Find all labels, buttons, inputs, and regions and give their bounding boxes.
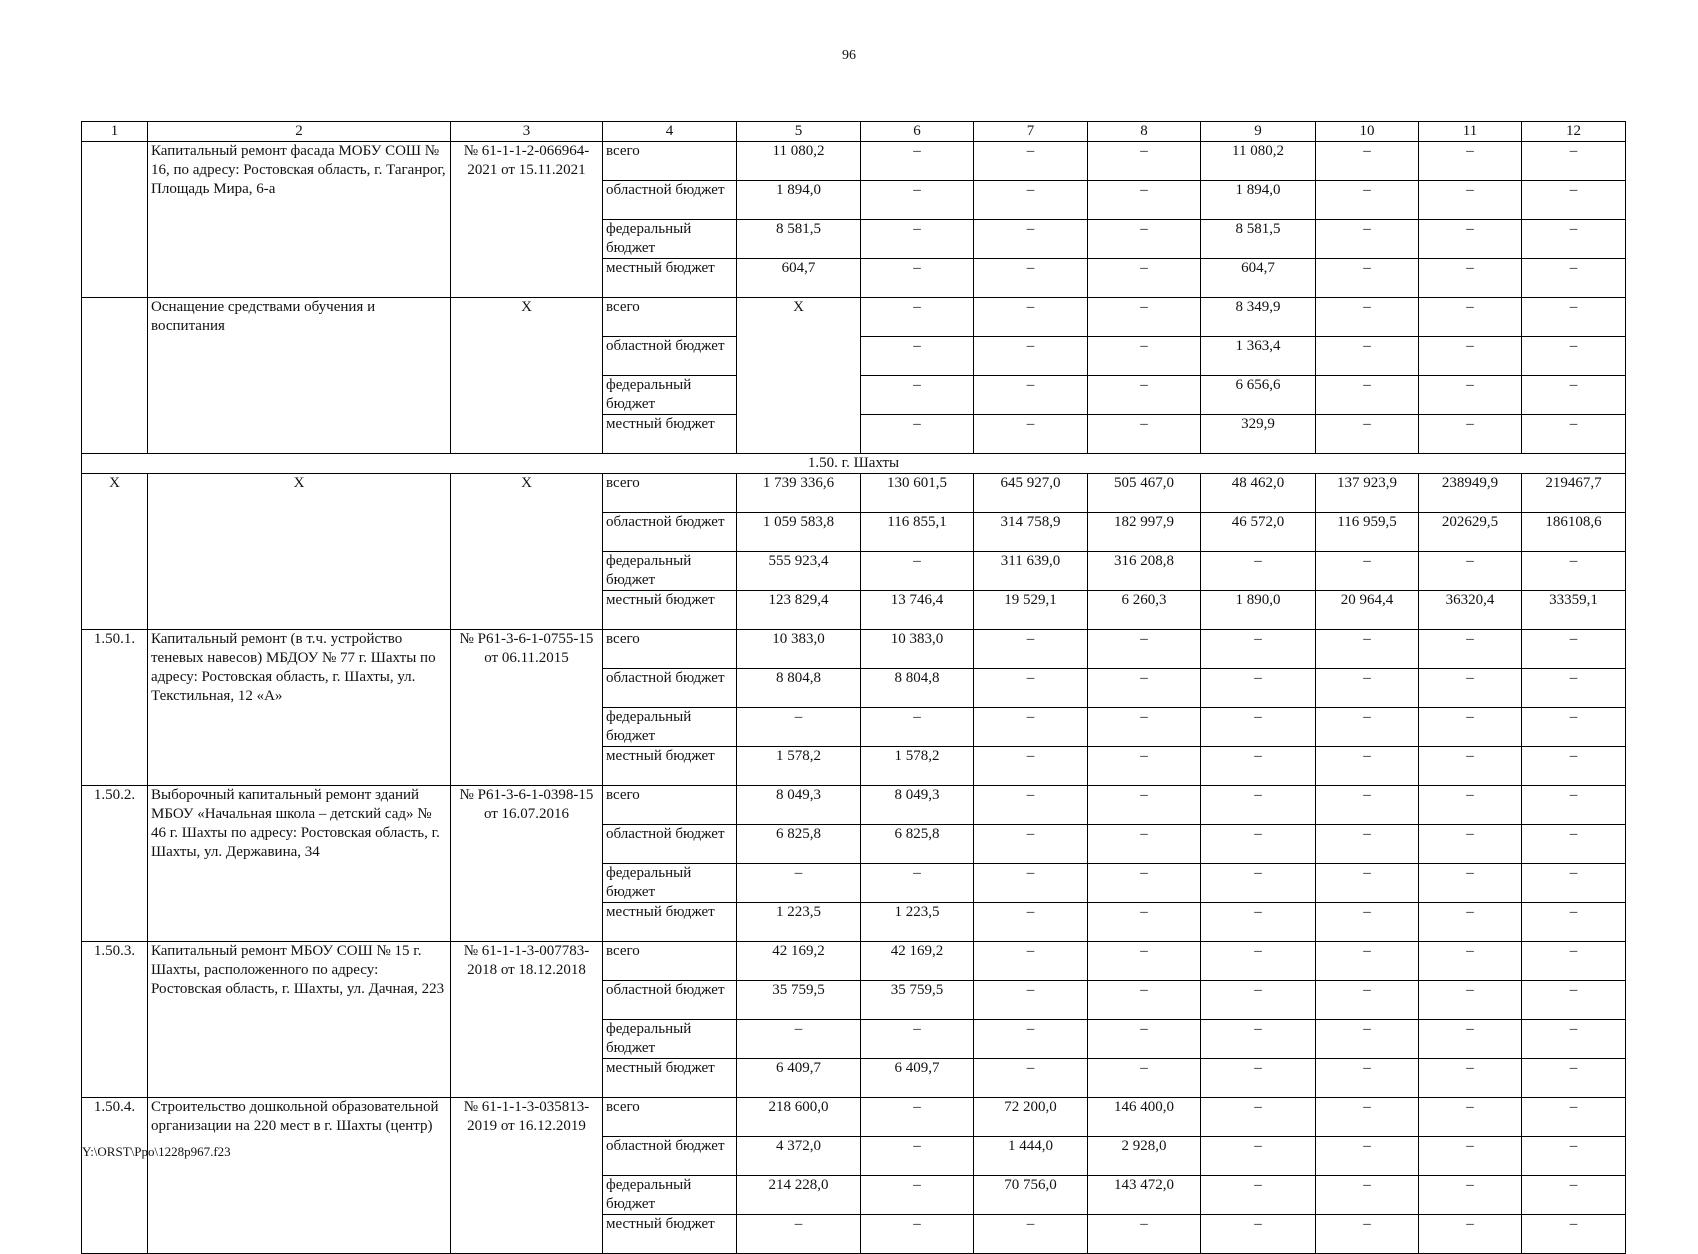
value-cell: 214 228,0 bbox=[737, 1176, 861, 1215]
value-cell: 6 409,7 bbox=[737, 1059, 861, 1098]
column-header: 9 bbox=[1201, 122, 1316, 142]
value-cell: – bbox=[1316, 1020, 1419, 1059]
value-cell: – bbox=[974, 747, 1088, 786]
value-cell: – bbox=[1201, 669, 1316, 708]
budget-type: областной бюджет bbox=[603, 1137, 737, 1176]
value-cell: – bbox=[1419, 259, 1522, 298]
section-title: 1.50. г. Шахты bbox=[82, 454, 1626, 474]
value-cell: – bbox=[1522, 942, 1626, 981]
value-cell: 555 923,4 bbox=[737, 552, 861, 591]
value-cell: – bbox=[1419, 864, 1522, 903]
object-name: Строительство дошкольной образовательной организации на 220 мест в г. Шахты (центр) bbox=[148, 1098, 451, 1254]
budget-type: местный бюджет bbox=[603, 1215, 737, 1254]
value-cell: – bbox=[1419, 1098, 1522, 1137]
value-cell: – bbox=[1201, 747, 1316, 786]
value-cell: 42 169,2 bbox=[737, 942, 861, 981]
value-cell: – bbox=[1522, 1176, 1626, 1215]
value-cell: – bbox=[974, 864, 1088, 903]
value-cell: – bbox=[1419, 376, 1522, 415]
budget-type: областной бюджет bbox=[603, 981, 737, 1020]
budget-type: федеральный бюджет bbox=[603, 552, 737, 591]
value-cell: – bbox=[1201, 1137, 1316, 1176]
value-cell: 604,7 bbox=[737, 259, 861, 298]
value-cell: – bbox=[974, 825, 1088, 864]
value-cell: – bbox=[1419, 1137, 1522, 1176]
value-cell: – bbox=[1316, 376, 1419, 415]
value-cell: – bbox=[1201, 1020, 1316, 1059]
value-cell: – bbox=[1316, 415, 1419, 454]
value-cell: – bbox=[1522, 825, 1626, 864]
value-cell: 1 363,4 bbox=[1201, 337, 1316, 376]
value-cell: – bbox=[1088, 1020, 1201, 1059]
value-cell: – bbox=[974, 903, 1088, 942]
value-cell: – bbox=[861, 142, 974, 181]
value-cell: 6 825,8 bbox=[737, 825, 861, 864]
value-cell: 13 746,4 bbox=[861, 591, 974, 630]
value-cell: – bbox=[974, 630, 1088, 669]
value-cell: – bbox=[1201, 825, 1316, 864]
value-cell: – bbox=[1316, 337, 1419, 376]
value-cell: – bbox=[1316, 981, 1419, 1020]
value-cell: – bbox=[974, 981, 1088, 1020]
budget-type: всего bbox=[603, 1098, 737, 1137]
value-cell: 42 169,2 bbox=[861, 942, 974, 981]
value-cell: – bbox=[1088, 669, 1201, 708]
value-cell: 1 894,0 bbox=[1201, 181, 1316, 220]
value-cell: 36320,4 bbox=[1419, 591, 1522, 630]
object-name: Капитальный ремонт МБОУ СОШ № 15 г. Шахты, расположенного по адресу: Ростовская область, г. Шахты, ул. Дачная, 223 bbox=[148, 942, 451, 1098]
value-cell: – bbox=[1201, 786, 1316, 825]
object-name: X bbox=[148, 474, 451, 630]
budget-type: местный бюджет bbox=[603, 259, 737, 298]
value-cell: – bbox=[1088, 220, 1201, 259]
value-cell: – bbox=[1088, 747, 1201, 786]
budget-type: всего bbox=[603, 298, 737, 337]
value-cell: – bbox=[1201, 630, 1316, 669]
value-cell: – bbox=[1419, 825, 1522, 864]
value-cell: 48 462,0 bbox=[1201, 474, 1316, 513]
value-cell: – bbox=[1419, 786, 1522, 825]
value-cell: 8 581,5 bbox=[1201, 220, 1316, 259]
table-row bbox=[82, 298, 1626, 337]
value-cell: – bbox=[1316, 786, 1419, 825]
table-row bbox=[82, 786, 1626, 825]
value-cell: – bbox=[1419, 1215, 1522, 1254]
value-cell: 1 578,2 bbox=[737, 747, 861, 786]
section-row bbox=[82, 454, 1626, 474]
value-cell: – bbox=[1316, 747, 1419, 786]
document-reference: № 61-1-1-3-007783-2018 от 18.12.2018 bbox=[451, 942, 603, 1098]
value-cell: – bbox=[1201, 942, 1316, 981]
value-cell: 4 372,0 bbox=[737, 1137, 861, 1176]
column-header: 5 bbox=[737, 122, 861, 142]
value-cell: – bbox=[1419, 415, 1522, 454]
value-cell: – bbox=[861, 864, 974, 903]
item-number: 1.50.3. bbox=[82, 942, 148, 1098]
document-reference: X bbox=[451, 474, 603, 630]
value-cell: – bbox=[1088, 981, 1201, 1020]
value-cell: – bbox=[974, 337, 1088, 376]
value-cell: – bbox=[974, 415, 1088, 454]
item-number: 1.50.2. bbox=[82, 786, 148, 942]
value-cell: – bbox=[1522, 1098, 1626, 1137]
value-cell: – bbox=[1088, 786, 1201, 825]
value-cell: – bbox=[1522, 708, 1626, 747]
value-cell: – bbox=[1316, 142, 1419, 181]
value-cell: – bbox=[1316, 1059, 1419, 1098]
table-row bbox=[82, 630, 1626, 669]
value-cell: – bbox=[1522, 864, 1626, 903]
column-header: 12 bbox=[1522, 122, 1626, 142]
value-cell: – bbox=[1316, 1098, 1419, 1137]
value-cell: – bbox=[1201, 1215, 1316, 1254]
budget-type: местный бюджет bbox=[603, 1059, 737, 1098]
value-cell: X bbox=[737, 298, 861, 454]
value-cell: – bbox=[1316, 298, 1419, 337]
value-cell: – bbox=[861, 415, 974, 454]
value-cell: – bbox=[974, 1059, 1088, 1098]
document-reference: X bbox=[451, 298, 603, 454]
value-cell: – bbox=[1316, 1176, 1419, 1215]
value-cell: 1 223,5 bbox=[861, 903, 974, 942]
value-cell: 1 223,5 bbox=[737, 903, 861, 942]
value-cell: – bbox=[1316, 942, 1419, 981]
value-cell: – bbox=[1419, 1176, 1522, 1215]
budget-type: областной бюджет bbox=[603, 181, 737, 220]
column-header: 10 bbox=[1316, 122, 1419, 142]
value-cell: – bbox=[1201, 708, 1316, 747]
column-header: 6 bbox=[861, 122, 974, 142]
value-cell: – bbox=[974, 786, 1088, 825]
value-cell: 6 260,3 bbox=[1088, 591, 1201, 630]
value-cell: – bbox=[1088, 1215, 1201, 1254]
item-number: 1.50.1. bbox=[82, 630, 148, 786]
value-cell: – bbox=[861, 1215, 974, 1254]
value-cell: – bbox=[737, 1215, 861, 1254]
column-header: 4 bbox=[603, 122, 737, 142]
value-cell: 11 080,2 bbox=[1201, 142, 1316, 181]
value-cell: 1 894,0 bbox=[737, 181, 861, 220]
value-cell: 137 923,9 bbox=[1316, 474, 1419, 513]
value-cell: 316 208,8 bbox=[1088, 552, 1201, 591]
value-cell: – bbox=[1522, 903, 1626, 942]
value-cell: – bbox=[974, 220, 1088, 259]
budget-type: всего bbox=[603, 142, 737, 181]
budget-type: федеральный бюджет bbox=[603, 864, 737, 903]
value-cell: – bbox=[861, 708, 974, 747]
value-cell: – bbox=[974, 942, 1088, 981]
value-cell: – bbox=[1419, 942, 1522, 981]
budget-type: местный бюджет bbox=[603, 747, 737, 786]
object-name: Капитальный ремонт фасада МОБУ СОШ № 16, по адресу: Ростовская область, г. Таганрог, Площадь Мира, 6-а bbox=[148, 142, 451, 298]
table-body bbox=[82, 122, 1626, 1254]
budget-type: федеральный бюджет bbox=[603, 376, 737, 415]
value-cell: 20 964,4 bbox=[1316, 591, 1419, 630]
column-header: 8 bbox=[1088, 122, 1201, 142]
value-cell: – bbox=[1088, 864, 1201, 903]
value-cell: 1 890,0 bbox=[1201, 591, 1316, 630]
column-header: 7 bbox=[974, 122, 1088, 142]
value-cell: – bbox=[974, 181, 1088, 220]
value-cell: 645 927,0 bbox=[974, 474, 1088, 513]
value-cell: 238949,9 bbox=[1419, 474, 1522, 513]
value-cell: 11 080,2 bbox=[737, 142, 861, 181]
budget-type: местный бюджет bbox=[603, 903, 737, 942]
value-cell: – bbox=[974, 259, 1088, 298]
file-path-footer: Y:\ORST\Ppo\1228p967.f23 bbox=[82, 1144, 231, 1159]
column-header: 11 bbox=[1419, 122, 1522, 142]
value-cell: 72 200,0 bbox=[974, 1098, 1088, 1137]
value-cell: 146 400,0 bbox=[1088, 1098, 1201, 1137]
value-cell: 329,9 bbox=[1201, 415, 1316, 454]
value-cell: – bbox=[974, 298, 1088, 337]
value-cell: – bbox=[737, 1020, 861, 1059]
value-cell: – bbox=[1419, 981, 1522, 1020]
value-cell: 1 059 583,8 bbox=[737, 513, 861, 552]
value-cell: 202629,5 bbox=[1419, 513, 1522, 552]
value-cell: – bbox=[1088, 337, 1201, 376]
value-cell: 182 997,9 bbox=[1088, 513, 1201, 552]
value-cell: 8 349,9 bbox=[1201, 298, 1316, 337]
value-cell: – bbox=[861, 220, 974, 259]
value-cell: 6 409,7 bbox=[861, 1059, 974, 1098]
value-cell: – bbox=[1316, 1215, 1419, 1254]
page-number: 96 bbox=[842, 48, 856, 63]
value-cell: 35 759,5 bbox=[861, 981, 974, 1020]
document-reference: № Р61-3-6-1-0398-15 от 16.07.2016 bbox=[451, 786, 603, 942]
value-cell: – bbox=[974, 1020, 1088, 1059]
value-cell: – bbox=[1088, 708, 1201, 747]
value-cell: – bbox=[737, 864, 861, 903]
column-header: 3 bbox=[451, 122, 603, 142]
value-cell: – bbox=[1088, 415, 1201, 454]
value-cell: – bbox=[1201, 1176, 1316, 1215]
value-cell: – bbox=[1201, 1059, 1316, 1098]
budget-type: местный бюджет bbox=[603, 415, 737, 454]
value-cell: – bbox=[1419, 142, 1522, 181]
value-cell: – bbox=[1419, 630, 1522, 669]
value-cell: – bbox=[1522, 1020, 1626, 1059]
value-cell: 123 829,4 bbox=[737, 591, 861, 630]
value-cell: – bbox=[1316, 903, 1419, 942]
budget-type: областной бюджет bbox=[603, 669, 737, 708]
budget-type: всего bbox=[603, 630, 737, 669]
value-cell: – bbox=[1088, 298, 1201, 337]
budget-type: федеральный бюджет bbox=[603, 708, 737, 747]
value-cell: – bbox=[1201, 903, 1316, 942]
value-cell: – bbox=[861, 259, 974, 298]
object-name: Выборочный капитальный ремонт зданий МБОУ «Начальная школа – детский сад» № 46 г. Шахты по адресу: Ростовская область, г. Шахты, ул. Державина, 34 bbox=[148, 786, 451, 942]
value-cell: – bbox=[1522, 669, 1626, 708]
value-cell: 218 600,0 bbox=[737, 1098, 861, 1137]
value-cell: 8 804,8 bbox=[737, 669, 861, 708]
value-cell: – bbox=[861, 337, 974, 376]
value-cell: – bbox=[861, 1176, 974, 1215]
table-row bbox=[82, 942, 1626, 981]
value-cell: – bbox=[1316, 181, 1419, 220]
value-cell: – bbox=[1419, 903, 1522, 942]
value-cell: – bbox=[861, 1137, 974, 1176]
value-cell: 314 758,9 bbox=[974, 513, 1088, 552]
value-cell: – bbox=[974, 376, 1088, 415]
value-cell: 8 049,3 bbox=[861, 786, 974, 825]
value-cell: 604,7 bbox=[1201, 259, 1316, 298]
value-cell: – bbox=[974, 708, 1088, 747]
budget-type: областной бюджет bbox=[603, 513, 737, 552]
value-cell: – bbox=[1522, 630, 1626, 669]
value-cell: 116 959,5 bbox=[1316, 513, 1419, 552]
value-cell: – bbox=[1419, 337, 1522, 376]
value-cell: – bbox=[1522, 220, 1626, 259]
value-cell: – bbox=[1522, 259, 1626, 298]
value-cell: – bbox=[861, 298, 974, 337]
value-cell: 46 572,0 bbox=[1201, 513, 1316, 552]
value-cell: 186108,6 bbox=[1522, 513, 1626, 552]
value-cell: – bbox=[1419, 298, 1522, 337]
value-cell: – bbox=[1522, 747, 1626, 786]
value-cell: – bbox=[1522, 376, 1626, 415]
item-number: 1.50.4. bbox=[82, 1098, 148, 1254]
value-cell: – bbox=[1522, 1137, 1626, 1176]
budget-type: федеральный бюджет bbox=[603, 1176, 737, 1215]
value-cell: 70 756,0 bbox=[974, 1176, 1088, 1215]
value-cell: – bbox=[1419, 181, 1522, 220]
value-cell: – bbox=[1088, 376, 1201, 415]
value-cell: – bbox=[1316, 552, 1419, 591]
value-cell: – bbox=[861, 181, 974, 220]
budget-type: федеральный бюджет bbox=[603, 1020, 737, 1059]
value-cell: – bbox=[1201, 1098, 1316, 1137]
item-number: X bbox=[82, 474, 148, 630]
value-cell: – bbox=[974, 669, 1088, 708]
value-cell: – bbox=[1419, 220, 1522, 259]
value-cell: 33359,1 bbox=[1522, 591, 1626, 630]
budget-type: местный бюджет bbox=[603, 591, 737, 630]
value-cell: 130 601,5 bbox=[861, 474, 974, 513]
value-cell: 1 578,2 bbox=[861, 747, 974, 786]
value-cell: 35 759,5 bbox=[737, 981, 861, 1020]
value-cell: – bbox=[1088, 1059, 1201, 1098]
value-cell: – bbox=[1316, 825, 1419, 864]
value-cell: – bbox=[1522, 298, 1626, 337]
value-cell: – bbox=[861, 1098, 974, 1137]
value-cell: – bbox=[1522, 142, 1626, 181]
value-cell: 311 639,0 bbox=[974, 552, 1088, 591]
value-cell: – bbox=[974, 142, 1088, 181]
value-cell: – bbox=[1522, 1215, 1626, 1254]
value-cell: – bbox=[1419, 747, 1522, 786]
value-cell: 505 467,0 bbox=[1088, 474, 1201, 513]
item-number bbox=[82, 142, 148, 298]
value-cell: – bbox=[1088, 181, 1201, 220]
value-cell: 219467,7 bbox=[1522, 474, 1626, 513]
value-cell: – bbox=[1316, 864, 1419, 903]
value-cell: – bbox=[1419, 708, 1522, 747]
value-cell: 8 804,8 bbox=[861, 669, 974, 708]
value-cell: 8 581,5 bbox=[737, 220, 861, 259]
value-cell: – bbox=[861, 1020, 974, 1059]
value-cell: 6 825,8 bbox=[861, 825, 974, 864]
value-cell: 2 928,0 bbox=[1088, 1137, 1201, 1176]
budget-table bbox=[81, 121, 1626, 1254]
value-cell: 1 444,0 bbox=[974, 1137, 1088, 1176]
object-name: Оснащение средствами обучения и воспитания bbox=[148, 298, 451, 454]
table-row bbox=[82, 142, 1626, 181]
value-cell: – bbox=[1316, 1137, 1419, 1176]
value-cell: – bbox=[1419, 1020, 1522, 1059]
budget-type: всего bbox=[603, 474, 737, 513]
table-row bbox=[82, 1098, 1626, 1137]
value-cell: – bbox=[1088, 259, 1201, 298]
value-cell: 143 472,0 bbox=[1088, 1176, 1201, 1215]
value-cell: 10 383,0 bbox=[737, 630, 861, 669]
document-reference: № 61-1-1-2-066964-2021 от 15.11.2021 bbox=[451, 142, 603, 298]
budget-type: областной бюджет bbox=[603, 337, 737, 376]
value-cell: – bbox=[737, 708, 861, 747]
document-reference: № Р61-3-6-1-0755-15 от 06.11.2015 bbox=[451, 630, 603, 786]
value-cell: 8 049,3 bbox=[737, 786, 861, 825]
value-cell: – bbox=[1088, 142, 1201, 181]
value-cell: – bbox=[1316, 669, 1419, 708]
value-cell: 1 739 336,6 bbox=[737, 474, 861, 513]
value-cell: – bbox=[1316, 259, 1419, 298]
value-cell: – bbox=[1088, 903, 1201, 942]
value-cell: – bbox=[1316, 220, 1419, 259]
value-cell: – bbox=[1316, 708, 1419, 747]
document-reference: № 61-1-1-3-035813-2019 от 16.12.2019 bbox=[451, 1098, 603, 1254]
value-cell: – bbox=[1419, 669, 1522, 708]
value-cell: – bbox=[1522, 552, 1626, 591]
value-cell: 19 529,1 bbox=[974, 591, 1088, 630]
budget-type: областной бюджет bbox=[603, 825, 737, 864]
column-header: 1 bbox=[82, 122, 148, 142]
budget-type: всего bbox=[603, 786, 737, 825]
value-cell: – bbox=[1522, 786, 1626, 825]
value-cell: – bbox=[1088, 825, 1201, 864]
value-cell: – bbox=[1201, 981, 1316, 1020]
value-cell: 116 855,1 bbox=[861, 513, 974, 552]
value-cell: – bbox=[1316, 630, 1419, 669]
value-cell: – bbox=[1201, 552, 1316, 591]
value-cell: – bbox=[861, 552, 974, 591]
value-cell: – bbox=[1522, 1059, 1626, 1098]
item-number bbox=[82, 298, 148, 454]
value-cell: 6 656,6 bbox=[1201, 376, 1316, 415]
value-cell: – bbox=[861, 376, 974, 415]
budget-type: федеральный бюджет bbox=[603, 220, 737, 259]
value-cell: – bbox=[1201, 864, 1316, 903]
value-cell: – bbox=[1522, 337, 1626, 376]
value-cell: – bbox=[1522, 181, 1626, 220]
value-cell: – bbox=[1522, 981, 1626, 1020]
value-cell: – bbox=[1419, 1059, 1522, 1098]
budget-type: всего bbox=[603, 942, 737, 981]
table-row bbox=[82, 474, 1626, 513]
value-cell: – bbox=[974, 1215, 1088, 1254]
value-cell: 10 383,0 bbox=[861, 630, 974, 669]
value-cell: – bbox=[1522, 415, 1626, 454]
value-cell: – bbox=[1419, 552, 1522, 591]
value-cell: – bbox=[1088, 942, 1201, 981]
value-cell: – bbox=[1088, 630, 1201, 669]
header-row bbox=[82, 122, 1626, 142]
column-header: 2 bbox=[148, 122, 451, 142]
object-name: Капитальный ремонт (в т.ч. устройство теневых навесов) МБДОУ № 77 г. Шахты по адресу: Ростовская область, г. Шахты, ул. Текстильная, 12 «А» bbox=[148, 630, 451, 786]
